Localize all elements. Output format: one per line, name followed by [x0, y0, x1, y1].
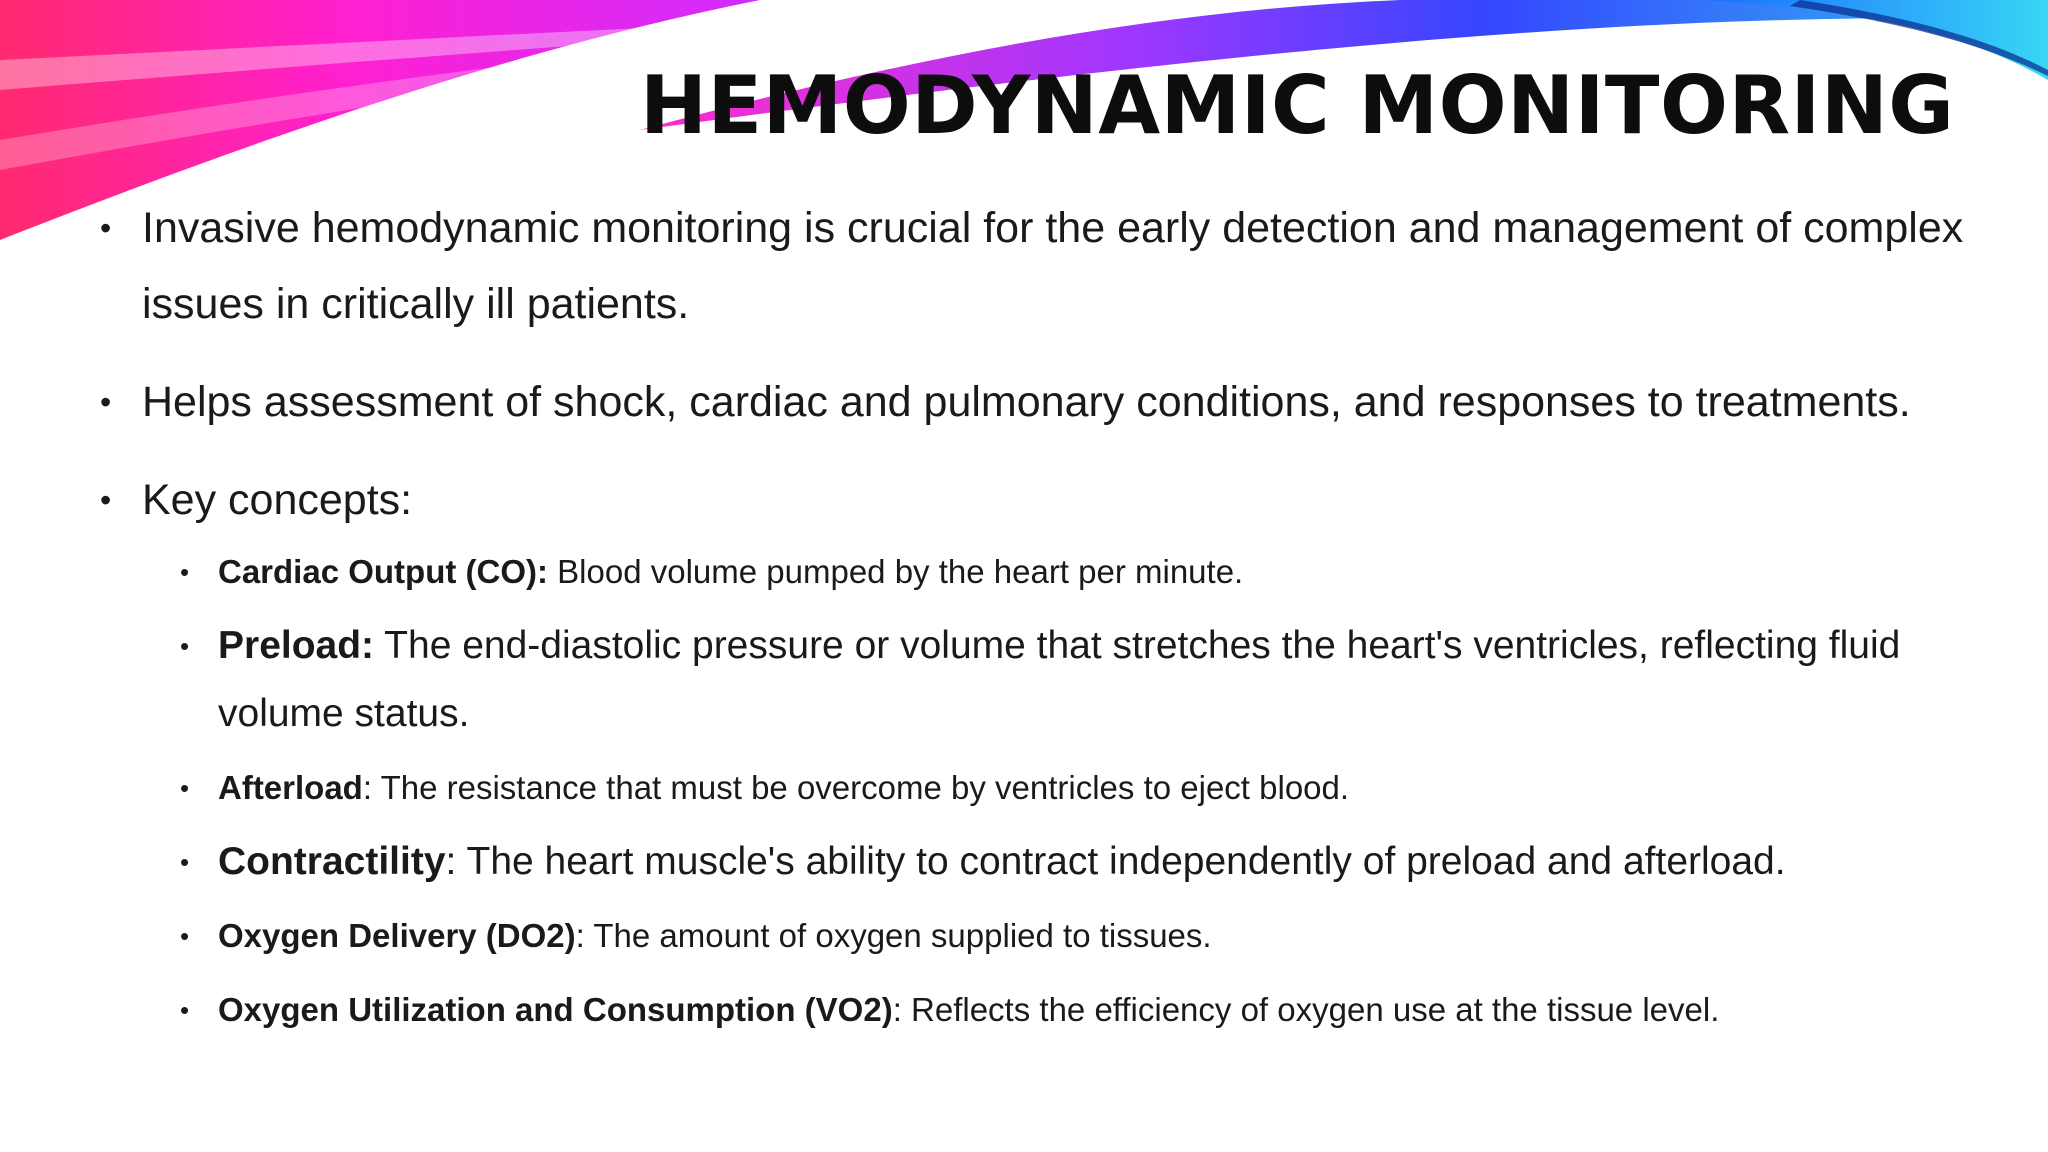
bullet-dot-icon: •	[100, 210, 112, 246]
bullet-dot-icon: •	[180, 631, 190, 661]
concept-item	[180, 902, 2000, 970]
concept-term: Cardiac Output (CO):	[218, 553, 548, 590]
bullet-item	[100, 190, 2000, 342]
bullet-dot-icon: •	[180, 773, 190, 803]
bullet-dot-icon: •	[180, 847, 190, 877]
bullet-dot-icon: •	[100, 384, 112, 420]
concept-desc: : The resistance that must be overcome by ventricles to eject blood.	[362, 769, 1350, 806]
concept-list	[180, 538, 2000, 1044]
concept-term: Contractility	[218, 840, 446, 883]
concept-term: Preload:	[218, 624, 375, 667]
bullet-dot-icon: •	[180, 557, 190, 587]
concept-desc: : The heart muscle's ability to contract independently of preload and afterload.	[445, 840, 1786, 883]
bullet-dot-icon: •	[100, 482, 112, 518]
concept-desc: : The amount of oxygen supplied to tissues.	[575, 917, 1212, 954]
concept-term: Afterload	[218, 769, 363, 806]
bullet-text: Key concepts:	[142, 476, 413, 524]
concept-item	[180, 828, 2000, 896]
concept-desc: Blood volume pumped by the heart per minute.	[547, 553, 1244, 590]
bullet-text: Helps assessment of shock, cardiac and pulmonary conditions, and responses to treatments.	[142, 378, 1911, 426]
bullet-item	[100, 462, 2000, 1044]
concept-item	[180, 612, 2000, 748]
concept-item	[180, 976, 2000, 1044]
concept-item	[180, 538, 2000, 606]
slide-title: HEMODYNAMIC MONITORING	[640, 59, 1955, 152]
concept-desc: The end-diastolic pressure or volume that stretches the heart's ventricles, reflecting fluid volume status.	[218, 624, 1901, 735]
concept-item	[180, 754, 2000, 822]
bullet-dot-icon: •	[180, 921, 190, 951]
bullet-text: Invasive hemodynamic monitoring is crucial for the early detection and management of complex issues in critically ill patients.	[142, 204, 1964, 328]
slide-body	[100, 190, 2000, 1066]
concept-term: Oxygen Delivery (DO2)	[218, 917, 576, 954]
concept-term: Oxygen Utilization and Consumption (VO2)	[218, 991, 893, 1028]
concept-desc: : Reflects the efficiency of oxygen use at the tissue level.	[892, 991, 1720, 1028]
bullet-list	[100, 190, 2000, 1044]
bullet-dot-icon: •	[180, 995, 190, 1025]
bullet-item	[100, 364, 2000, 440]
